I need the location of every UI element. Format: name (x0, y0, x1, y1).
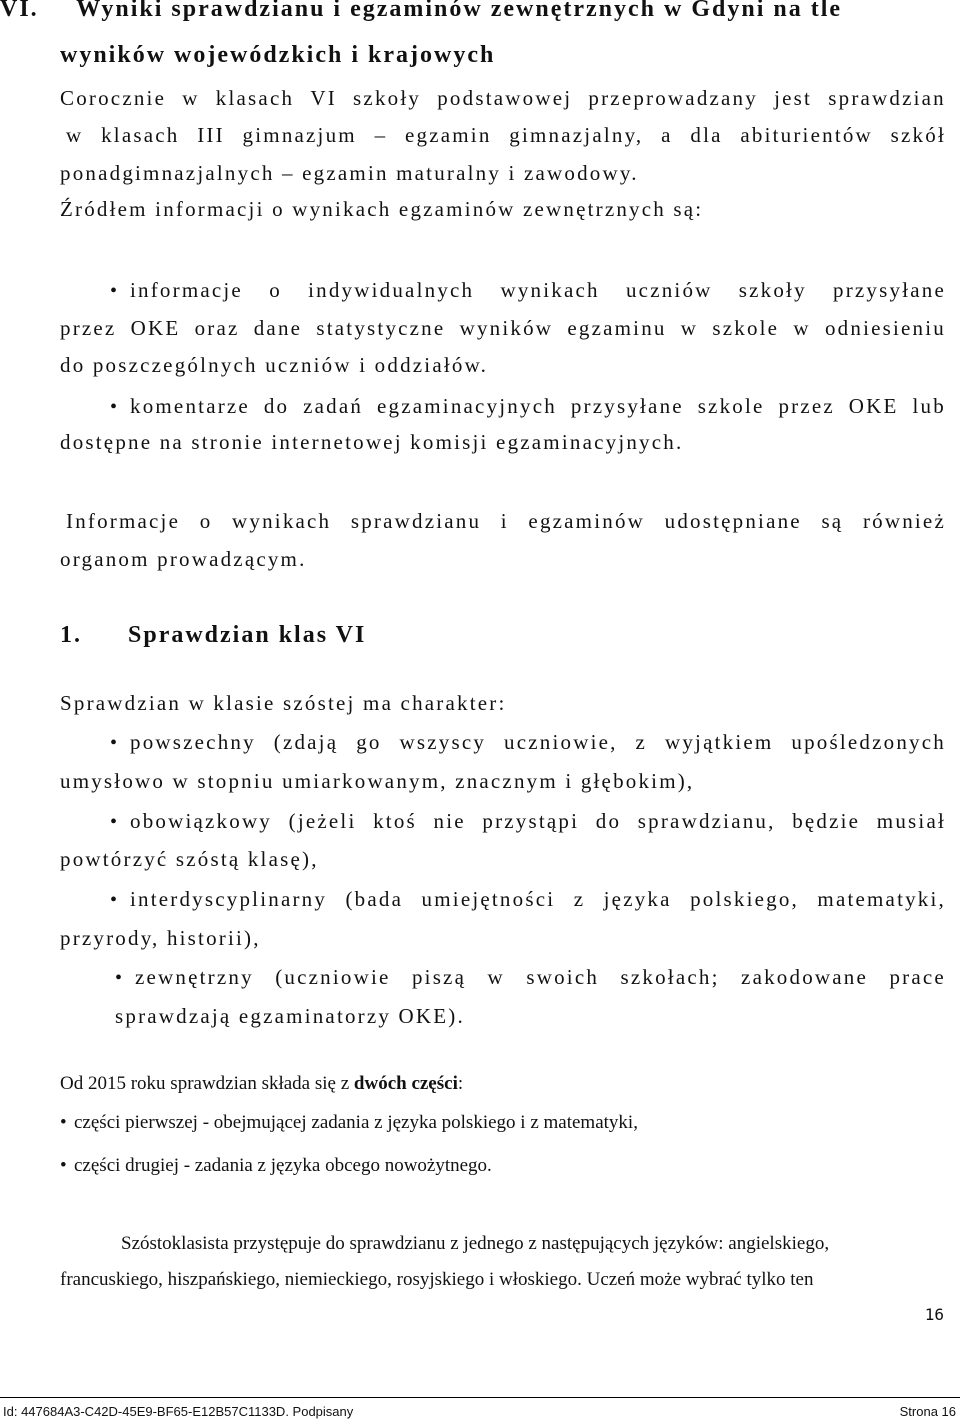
character-3-line1 (110, 887, 946, 912)
list-item-lead (110, 730, 256, 755)
word: OKE (848, 394, 899, 418)
footer-right: Strona 16 (899, 1404, 956, 1419)
character-4-line1 (115, 965, 946, 990)
since-2015-bold: dwóch części (353, 1073, 458, 1094)
section-title-line1: Wyniki sprawdzianu i egzaminów zewnętrznych w Gdyni na tle (76, 0, 843, 22)
word: klasach (101, 123, 180, 147)
list-item-lead (110, 394, 250, 419)
word: interdyscyplinarny (130, 887, 328, 911)
word: będzie (792, 809, 861, 833)
word: w (793, 316, 811, 340)
word: VI (310, 86, 337, 110)
section-number: VI. (0, 0, 39, 22)
info-line1 (66, 509, 946, 534)
word: nie (433, 809, 466, 833)
word: prace (889, 965, 946, 989)
word: zewnętrzny (135, 965, 254, 989)
character-4-line2: sprawdzają egzaminatorzy OKE). (115, 1004, 465, 1028)
bullet-icon (110, 809, 130, 833)
word: wyjątkiem (664, 730, 774, 754)
word: komentarze (130, 394, 250, 418)
bullet-icon (115, 965, 135, 989)
character-2-line1 (110, 809, 946, 834)
word: piszą (411, 965, 467, 989)
word: uczniów (625, 278, 713, 302)
bullet-icon (110, 278, 130, 302)
word: ktoś (373, 809, 417, 833)
word: zakodowane (741, 965, 868, 989)
word: dla (690, 123, 723, 147)
word: Informacje (66, 509, 181, 533)
word: z (635, 730, 648, 754)
word: do (263, 394, 290, 418)
languages-line1: Szóstoklasista przystępuje do sprawdzianu z jednego z następujących języków: angielskiego, (121, 1233, 830, 1254)
intro-line4: Źródłem informacji o wynikach egzaminów zewnętrznych są: (60, 197, 704, 221)
word: w (487, 965, 505, 989)
word: do (595, 809, 622, 833)
word: gimnazjalny, (509, 123, 644, 147)
word: są (821, 509, 844, 533)
source-item-1-line1 (110, 278, 946, 303)
word: musiał (876, 809, 946, 833)
character-1-line1 (110, 730, 946, 755)
word: udostępniane (664, 509, 802, 533)
word: zadań (303, 394, 364, 418)
character-2-line2: powtórzyć szóstą klasę), (60, 847, 319, 871)
word: przeprowadzany (588, 86, 758, 110)
word: gimnazjum (242, 123, 357, 147)
word: Corocznie (60, 86, 167, 110)
intro-line2 (66, 123, 946, 148)
word: szkołach; (620, 965, 720, 989)
word: (uczniowie (275, 965, 391, 989)
word: przez (778, 394, 835, 418)
word: z (573, 887, 586, 911)
word: (zdają (273, 730, 339, 754)
subsection-heading (60, 622, 366, 649)
page-number: 16 (924, 1305, 944, 1324)
part-item-1-text: części pierwszej - obejmującej zadania z języka polskiego i z matematyki, (74, 1112, 638, 1133)
word: umiejętności (421, 887, 556, 911)
section-heading (0, 0, 948, 23)
word: szkole (712, 316, 780, 340)
word: III (197, 123, 225, 147)
word: klasach (215, 86, 295, 110)
word: w (66, 123, 84, 147)
section-title-line2: wyników wojewódzkich i krajowych (60, 42, 496, 68)
part-item-1 (60, 1112, 638, 1134)
footer-divider (0, 1397, 960, 1398)
footer-left: Id: 447684A3-C42D-45E9-BF65-E12B57C1133D. Podpisany (3, 1404, 354, 1419)
word: wszyscy (399, 730, 487, 754)
list-item-lead (110, 887, 327, 912)
word: wynikach (500, 278, 600, 302)
word: obowiązkowy (130, 809, 273, 833)
character-3-line2: przyrody, historii), (60, 926, 261, 950)
subsection-title: Sprawdzian klas VI (128, 622, 367, 648)
word: w (182, 86, 200, 110)
word: przysyłane (570, 394, 684, 418)
languages-line2: francuskiego, hiszpańskiego, niemieckiego, rosyjskiego i włoskiego. Uczeń może wybrać tylko ten (60, 1269, 814, 1290)
word: sprawdzian (828, 86, 946, 110)
word: przystąpi (482, 809, 580, 833)
word: przez (60, 316, 117, 340)
word: powszechny (130, 730, 256, 754)
bullet-icon (110, 887, 130, 911)
bullet-icon (110, 730, 130, 754)
word: OKE (130, 316, 181, 340)
word: swoich (526, 965, 600, 989)
since-2015-suffix: : (457, 1073, 464, 1094)
word: polskiego, (690, 887, 799, 911)
bullet-icon (110, 394, 130, 418)
source-item-2-line2: dostępne na stronie internetowej komisji egzaminacyjnych. (60, 430, 684, 454)
list-item-lead (110, 278, 243, 303)
word: (jeżeli (288, 809, 357, 833)
word: indywidualnych (308, 278, 475, 302)
subsection-number: 1. (60, 622, 82, 648)
intro-line1 (60, 86, 946, 111)
character-intro: Sprawdzian w klasie szóstej ma charakter: (60, 691, 507, 715)
word: wynikach (232, 509, 332, 533)
part-item-2 (60, 1155, 492, 1177)
word: szkół (890, 123, 946, 147)
word: dane (253, 316, 303, 340)
source-item-1-line2 (60, 316, 946, 341)
bullet-icon: • (60, 1155, 67, 1176)
word: egzamin (405, 123, 492, 147)
word: podstawowej (437, 86, 573, 110)
word: – (374, 123, 388, 147)
word: sprawdzianu, (637, 809, 776, 833)
character-1-line2: umysłowo w stopniu umiarkowanym, znacznym i głębokim), (60, 769, 695, 793)
word: przysyłane (833, 278, 946, 302)
word: i (500, 509, 509, 533)
word: wyników (459, 316, 554, 340)
word: sprawdzianu (350, 509, 482, 533)
word: lub (912, 394, 946, 418)
info-line2: organom prowadzącym. (60, 547, 307, 571)
word: statystyczne (316, 316, 446, 340)
word: a (661, 123, 673, 147)
word: (bada (345, 887, 404, 911)
word: szkoły (353, 86, 422, 110)
since-2015-prefix: Od 2015 roku sprawdzian składa się z (60, 1073, 354, 1094)
word: szkoły (738, 278, 807, 302)
word: jest (774, 86, 813, 110)
source-item-1-line3: do poszczególnych uczniów i oddziałów. (60, 353, 489, 377)
word: uczniowie, (504, 730, 618, 754)
word: odniesieniu (824, 316, 946, 340)
word: o (269, 278, 282, 302)
list-item-lead (110, 809, 272, 834)
word: języka (603, 887, 672, 911)
word: o (199, 509, 213, 533)
list-item-lead (115, 965, 254, 990)
word: egzaminów (528, 509, 646, 533)
word: w (680, 316, 699, 340)
word: egzaminacyjnych (377, 394, 557, 418)
word: również (862, 509, 946, 533)
source-item-2-line1 (110, 394, 946, 419)
part-item-2-text: części drugiej - zadania z języka obcego nowożytnego. (74, 1155, 492, 1176)
since-2015-line (60, 1073, 463, 1095)
word: abiturientów (740, 123, 873, 147)
word: egzaminu (567, 316, 667, 340)
word: matematyki, (817, 887, 946, 911)
word: go (356, 730, 382, 754)
word: oraz (194, 316, 240, 340)
intro-line3: ponadgimnazjalnych – egzamin maturalny i zawodowy. (60, 161, 639, 185)
bullet-icon: • (60, 1112, 67, 1133)
word: upośledzonych (791, 730, 946, 754)
word: szkole (697, 394, 765, 418)
word: informacje (130, 278, 243, 302)
